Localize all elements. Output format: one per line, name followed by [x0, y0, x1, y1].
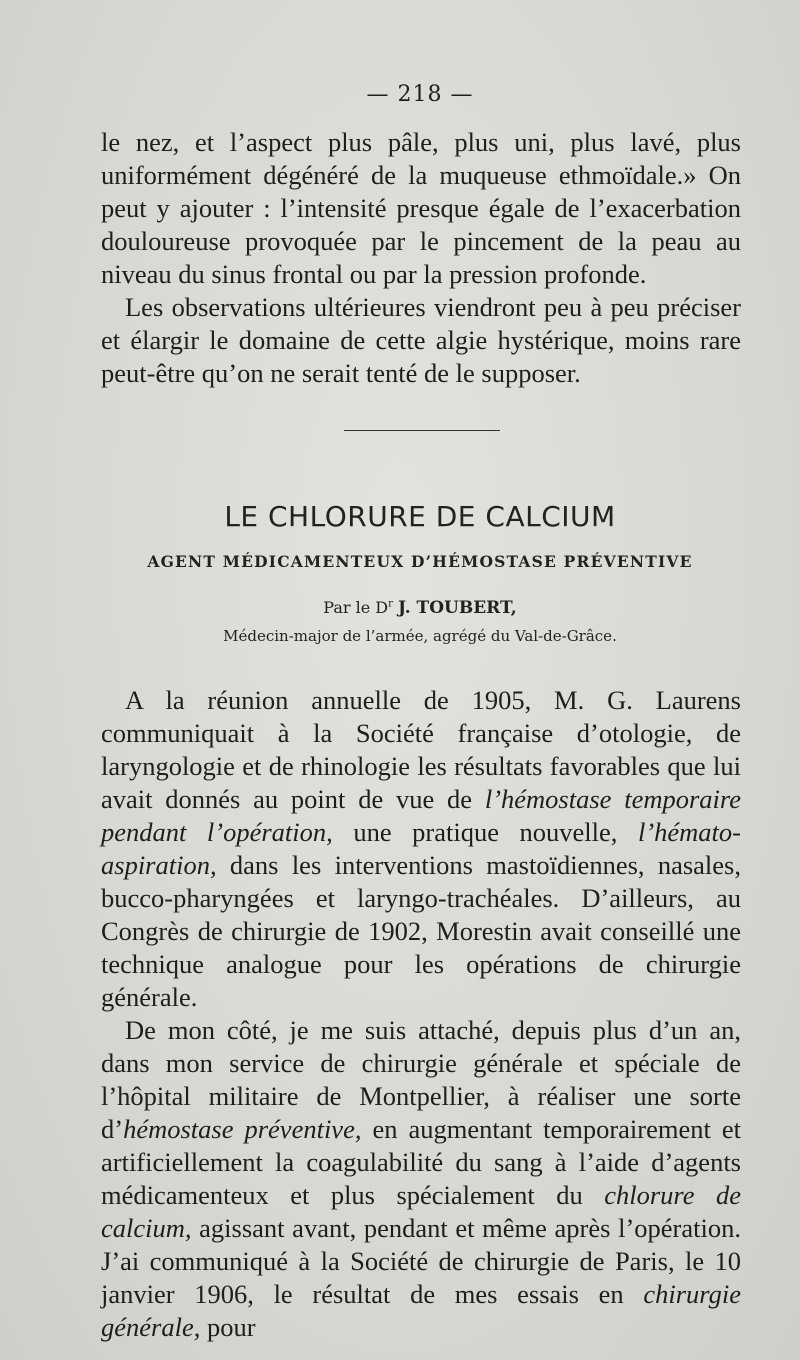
article-subtitle: AGENT MÉDICAMENTEUX D’HÉMOSTASE PRÉVENTIVE: [147, 552, 693, 571]
body-paragraph: [101, 1014, 741, 1344]
byline: [0, 598, 800, 618]
page-number: — 218 —: [366, 82, 474, 107]
body-text: A la réunion annuelle de 1905, M. G. Laurens communiquait à la Société française d’otologie, de laryngologie et de rhinologie les résultats favorables que lui avait donnés au point de vue de: [101, 685, 741, 814]
byline-prefix: Par le D: [323, 598, 389, 617]
article-title: LE CHLORURE DE CALCIUM: [224, 500, 616, 533]
body-italic-text: chlorure de calcium,: [101, 1180, 741, 1243]
body-text: dans les interventions mastoïdiennes, nasales, bucco-pharyngées et laryngo-trachéales. D’ailleurs, au Congrès de chirurgie de 1902, Morestin avait conseillé une technique analogue pour les opérations de chirurgie générale.: [101, 850, 741, 1012]
body-text: une pratique nouvelle,: [332, 817, 638, 847]
article-body: [101, 684, 741, 1344]
author-affiliation: Médecin-major de l’armée, agrégé du Val-de-Grâce.: [223, 627, 617, 645]
body-italic-text: chirurgie générale,: [101, 1279, 741, 1342]
body-text: en augmentant temporairement et artificiellement la coagulabilité du sang à l’aide d’agents médicamenteux et plus spécialement du: [101, 1114, 742, 1210]
byline-title-sup: r: [388, 598, 393, 610]
body-italic-text: l’hémato-aspiration,: [101, 817, 741, 880]
body-italic-text: hémostase préventive,: [123, 1114, 362, 1144]
body-paragraph: [101, 684, 741, 1014]
body-text: agissant avant, pendant et même après l’opération. J’ai communiqué à la Société de chirurgie de Paris, le 10 janvier 1906, le résultat de mes essais en: [101, 1213, 741, 1309]
body-text: De mon côté, je me suis attaché, depuis plus d’un an, dans mon service de chirurgie générale et spéciale de l’hôpital militaire de Montpellier, à réaliser une sorte d’: [101, 1015, 741, 1144]
intro-paragraph: le nez, et l’aspect plus pâle, plus uni, plus lavé, plus uniformément dégénéré de la muqueuse ethmoïdale.» On peut y ajouter : l’intensité presque égale de l’exacerbation douloureuse provoquée par le pincement de la peau au niveau du sinus frontal ou par la pression profonde.: [101, 127, 741, 289]
body-text: pour: [200, 1312, 256, 1342]
intro-paragraph: Les observations ultérieures viendront peu à peu préciser et élargir le domaine de cette algie hystérique, moins rare peut-être qu’on ne serait tenté de le supposer.: [101, 292, 741, 388]
section-divider: [344, 430, 500, 431]
intro-text: [101, 126, 741, 390]
author-name: J. TOUBERT,: [398, 598, 517, 618]
body-italic-text: l’hémostase temporaire pendant l’opération,: [101, 784, 741, 847]
